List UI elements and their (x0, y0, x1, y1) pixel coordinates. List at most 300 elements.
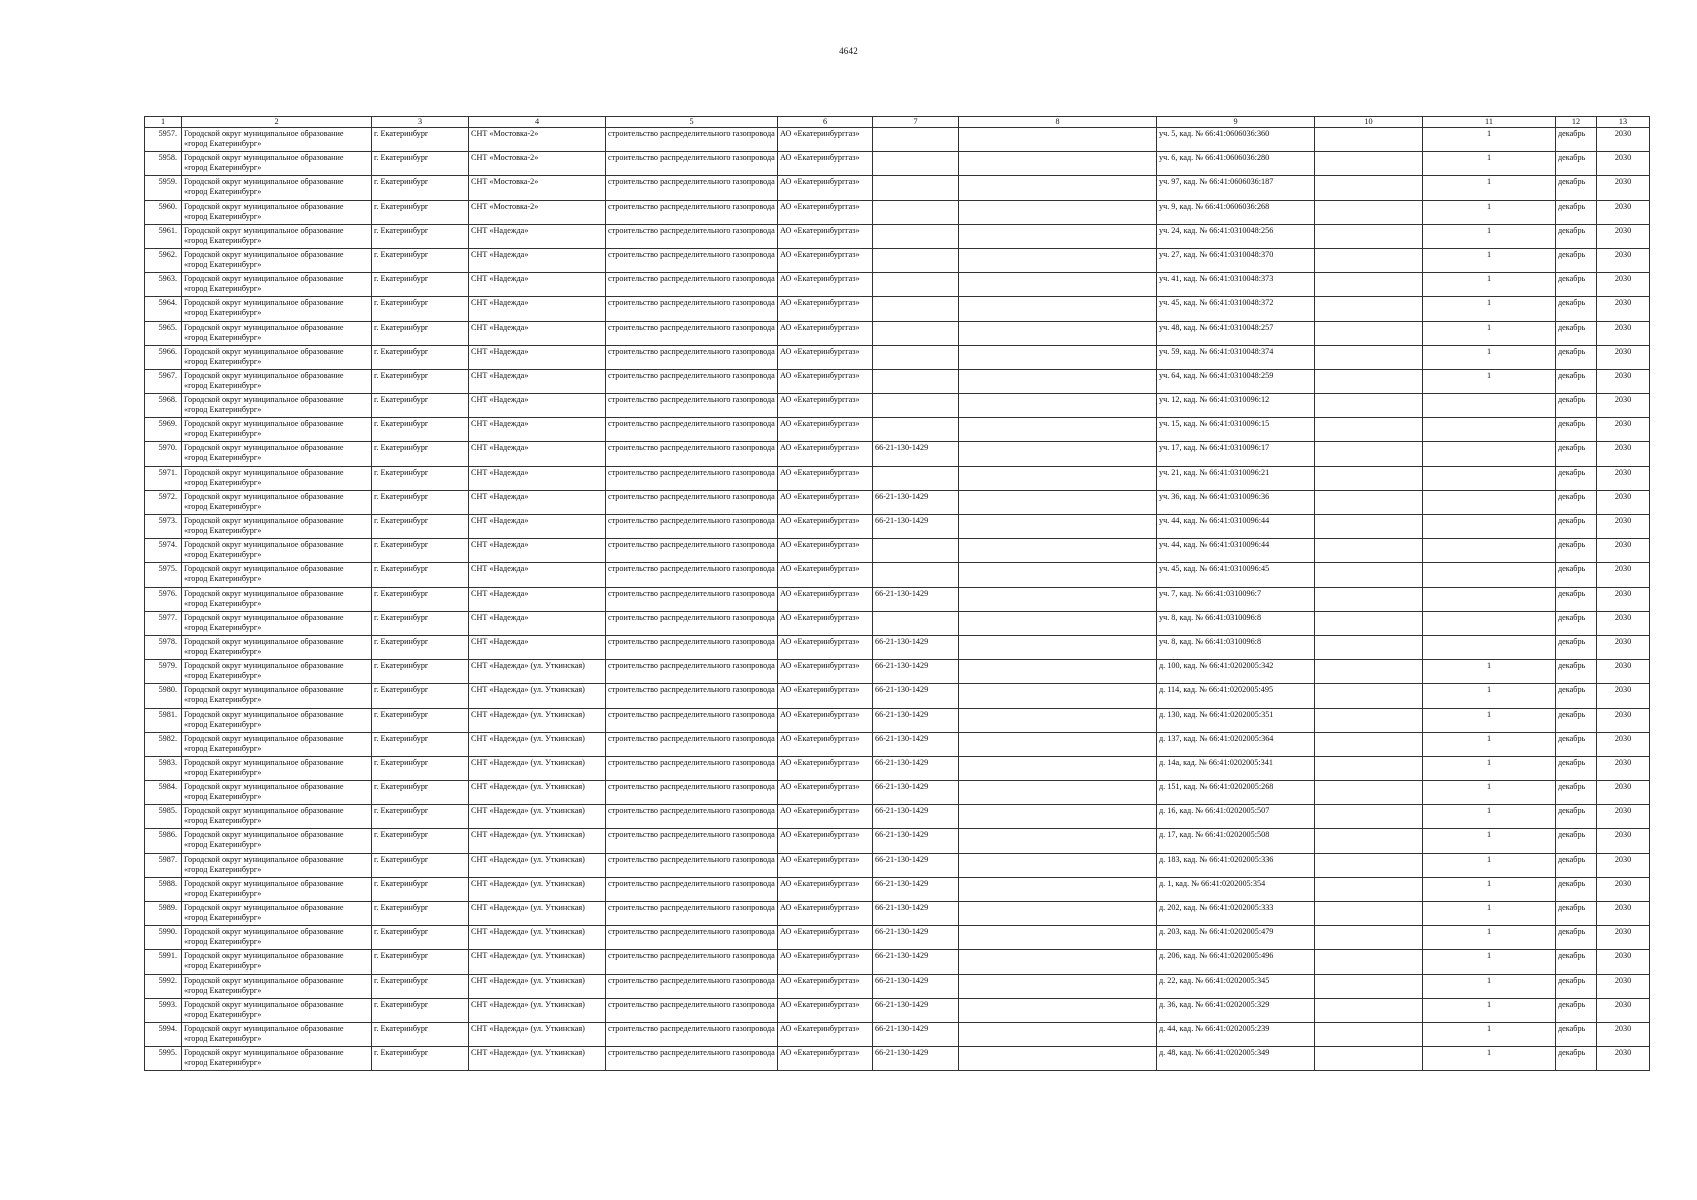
column-7-cell: 66-21-130-1429 (873, 829, 959, 853)
work-type-cell: строительство распределительного газопровода (606, 635, 778, 659)
column-7-cell: 66-21-130-1429 (873, 442, 959, 466)
column-header: 9 (1157, 117, 1315, 128)
work-type-cell: строительство распределительного газопровода (606, 756, 778, 780)
column-7-cell: 66-21-130-1429 (873, 877, 959, 901)
row-number: 5984. (145, 781, 182, 805)
work-type-cell: строительство распределительного газопровода (606, 394, 778, 418)
work-type-cell: строительство распределительного газопровода (606, 248, 778, 272)
column-header: 3 (372, 117, 469, 128)
work-type-cell: строительство распределительного газопровода (606, 1022, 778, 1046)
quantity-cell (1423, 563, 1556, 587)
table-row (145, 587, 1650, 611)
year-cell: 2030 (1597, 950, 1650, 974)
row-number: 5962. (145, 248, 182, 272)
column-7-cell: 66-21-130-1429 (873, 950, 959, 974)
city-cell: г. Екатеринбург (372, 273, 469, 297)
work-type-cell: строительство распределительного газопровода (606, 321, 778, 345)
table-row (145, 611, 1650, 635)
quantity-cell: 1 (1423, 974, 1556, 998)
table-row (145, 877, 1650, 901)
column-8-cell (959, 273, 1157, 297)
work-type-cell: строительство распределительного газопровода (606, 369, 778, 393)
quantity-cell: 1 (1423, 998, 1556, 1022)
column-10-cell (1315, 466, 1423, 490)
municipality-cell: Городской округ муниципальное образование «город Екатеринбург» (182, 877, 372, 901)
column-8-cell (959, 1047, 1157, 1071)
column-8-cell (959, 1022, 1157, 1046)
organization-cell: АО «Екатеринбурггаз» (778, 563, 873, 587)
year-cell: 2030 (1597, 635, 1650, 659)
row-number: 5958. (145, 152, 182, 176)
column-header: 1 (145, 117, 182, 128)
column-8-cell (959, 805, 1157, 829)
quantity-cell: 1 (1423, 708, 1556, 732)
column-10-cell (1315, 660, 1423, 684)
row-number: 5983. (145, 756, 182, 780)
table-row (145, 442, 1650, 466)
city-cell: г. Екатеринбург (372, 902, 469, 926)
row-number: 5981. (145, 708, 182, 732)
cadastral-object-cell: уч. 15, кад. № 66:41:0310096:15 (1157, 418, 1315, 442)
municipality-cell: Городской округ муниципальное образование «город Екатеринбург» (182, 660, 372, 684)
settlement-cell: СНТ «Надежда» (ул. Уткинская) (469, 853, 606, 877)
municipality-cell: Городской округ муниципальное образование «город Екатеринбург» (182, 563, 372, 587)
municipality-cell: Городской округ муниципальное образование «город Екатеринбург» (182, 732, 372, 756)
page-number: 4642 (839, 46, 858, 56)
year-cell: 2030 (1597, 853, 1650, 877)
year-cell: 2030 (1597, 756, 1650, 780)
organization-cell: АО «Екатеринбурггаз» (778, 1022, 873, 1046)
column-7-cell: 66-21-130-1429 (873, 708, 959, 732)
month-cell: декабрь (1556, 515, 1597, 539)
month-cell: декабрь (1556, 321, 1597, 345)
month-cell: декабрь (1556, 805, 1597, 829)
cadastral-object-cell: уч. 17, кад. № 66:41:0310096:17 (1157, 442, 1315, 466)
table-row (145, 128, 1650, 152)
column-10-cell (1315, 756, 1423, 780)
cadastral-object-cell: уч. 44, кад. № 66:41:0310096:44 (1157, 539, 1315, 563)
municipality-cell: Городской округ муниципальное образование «город Екатеринбург» (182, 128, 372, 152)
row-number: 5960. (145, 200, 182, 224)
work-type-cell: строительство распределительного газопровода (606, 587, 778, 611)
row-number: 5978. (145, 635, 182, 659)
row-number: 5964. (145, 297, 182, 321)
column-header: 7 (873, 117, 959, 128)
column-10-cell (1315, 902, 1423, 926)
work-type-cell: строительство распределительного газопровода (606, 660, 778, 684)
table-row (145, 273, 1650, 297)
column-8-cell (959, 660, 1157, 684)
organization-cell: АО «Екатеринбурггаз» (778, 297, 873, 321)
quantity-cell (1423, 490, 1556, 514)
organization-cell: АО «Екатеринбурггаз» (778, 829, 873, 853)
column-7-cell (873, 611, 959, 635)
city-cell: г. Екатеринбург (372, 466, 469, 490)
cadastral-object-cell: д. 1, кад. № 66:41:0202005:354 (1157, 877, 1315, 901)
quantity-cell (1423, 394, 1556, 418)
settlement-cell: СНТ «Мостовка-2» (469, 200, 606, 224)
quantity-cell: 1 (1423, 732, 1556, 756)
quantity-cell: 1 (1423, 152, 1556, 176)
city-cell: г. Екатеринбург (372, 877, 469, 901)
table-row (145, 418, 1650, 442)
city-cell: г. Екатеринбург (372, 224, 469, 248)
column-7-cell: 66-21-130-1429 (873, 660, 959, 684)
organization-cell: АО «Екатеринбурггаз» (778, 708, 873, 732)
work-type-cell: строительство распределительного газопровода (606, 297, 778, 321)
column-10-cell (1315, 273, 1423, 297)
quantity-cell: 1 (1423, 829, 1556, 853)
city-cell: г. Екатеринбург (372, 587, 469, 611)
year-cell: 2030 (1597, 176, 1650, 200)
column-8-cell (959, 248, 1157, 272)
row-number: 5968. (145, 394, 182, 418)
organization-cell: АО «Екатеринбурггаз» (778, 805, 873, 829)
column-7-cell (873, 466, 959, 490)
column-7-cell: 66-21-130-1429 (873, 926, 959, 950)
month-cell: декабрь (1556, 418, 1597, 442)
cadastral-object-cell: д. 100, кад. № 66:41:0202005:342 (1157, 660, 1315, 684)
cadastral-object-cell: уч. 59, кад. № 66:41:0310048:374 (1157, 345, 1315, 369)
municipality-cell: Городской округ муниципальное образование «город Екатеринбург» (182, 635, 372, 659)
row-number: 5994. (145, 1022, 182, 1046)
cadastral-object-cell: уч. 21, кад. № 66:41:0310096:21 (1157, 466, 1315, 490)
organization-cell: АО «Екатеринбурггаз» (778, 660, 873, 684)
year-cell: 2030 (1597, 369, 1650, 393)
column-8-cell (959, 128, 1157, 152)
year-cell: 2030 (1597, 224, 1650, 248)
city-cell: г. Екатеринбург (372, 926, 469, 950)
column-header: 2 (182, 117, 372, 128)
city-cell: г. Екатеринбург (372, 539, 469, 563)
municipality-cell: Городской округ муниципальное образование «город Екатеринбург» (182, 611, 372, 635)
year-cell: 2030 (1597, 466, 1650, 490)
organization-cell: АО «Екатеринбурггаз» (778, 587, 873, 611)
organization-cell: АО «Екатеринбурггаз» (778, 611, 873, 635)
work-type-cell: строительство распределительного газопровода (606, 515, 778, 539)
organization-cell: АО «Екатеринбурггаз» (778, 394, 873, 418)
cadastral-object-cell: уч. 5, кад. № 66:41:0606036:360 (1157, 128, 1315, 152)
column-10-cell (1315, 369, 1423, 393)
municipality-cell: Городской округ муниципальное образование «город Екатеринбург» (182, 902, 372, 926)
work-type-cell: строительство распределительного газопровода (606, 902, 778, 926)
year-cell: 2030 (1597, 805, 1650, 829)
table-row (145, 297, 1650, 321)
column-8-cell (959, 684, 1157, 708)
row-number: 5989. (145, 902, 182, 926)
column-8-cell (959, 635, 1157, 659)
column-8-cell (959, 345, 1157, 369)
month-cell: декабрь (1556, 176, 1597, 200)
column-8-cell (959, 611, 1157, 635)
column-7-cell (873, 200, 959, 224)
year-cell: 2030 (1597, 563, 1650, 587)
column-8-cell (959, 563, 1157, 587)
quantity-cell: 1 (1423, 926, 1556, 950)
settlement-cell: СНТ «Надежда» (469, 515, 606, 539)
organization-cell: АО «Екатеринбурггаз» (778, 539, 873, 563)
table-row (145, 224, 1650, 248)
column-7-cell: 66-21-130-1429 (873, 1022, 959, 1046)
row-number: 5988. (145, 877, 182, 901)
row-number: 5966. (145, 345, 182, 369)
column-8-cell (959, 442, 1157, 466)
column-10-cell (1315, 176, 1423, 200)
settlement-cell: СНТ «Надежда» (ул. Уткинская) (469, 877, 606, 901)
work-type-cell: строительство распределительного газопровода (606, 128, 778, 152)
table-row (145, 200, 1650, 224)
row-number: 5976. (145, 587, 182, 611)
month-cell: декабрь (1556, 635, 1597, 659)
city-cell: г. Екатеринбург (372, 394, 469, 418)
cadastral-object-cell: д. 14а, кад. № 66:41:0202005:341 (1157, 756, 1315, 780)
column-7-cell (873, 176, 959, 200)
settlement-cell: СНТ «Надежда» (ул. Уткинская) (469, 756, 606, 780)
column-10-cell (1315, 345, 1423, 369)
municipality-cell: Городской округ муниципальное образование «город Екатеринбург» (182, 200, 372, 224)
settlement-cell: СНТ «Надежда» (ул. Уткинская) (469, 950, 606, 974)
column-8-cell (959, 998, 1157, 1022)
row-number: 5980. (145, 684, 182, 708)
city-cell: г. Екатеринбург (372, 152, 469, 176)
month-cell: декабрь (1556, 1022, 1597, 1046)
column-7-cell (873, 248, 959, 272)
organization-cell: АО «Екатеринбурггаз» (778, 877, 873, 901)
work-type-cell: строительство распределительного газопровода (606, 974, 778, 998)
cadastral-object-cell: уч. 36, кад. № 66:41:0310096:36 (1157, 490, 1315, 514)
city-cell: г. Екатеринбург (372, 829, 469, 853)
month-cell: декабрь (1556, 394, 1597, 418)
row-number: 5990. (145, 926, 182, 950)
quantity-cell (1423, 418, 1556, 442)
organization-cell: АО «Екатеринбурггаз» (778, 515, 873, 539)
settlement-cell: СНТ «Надежда» (469, 345, 606, 369)
organization-cell: АО «Екатеринбурггаз» (778, 998, 873, 1022)
city-cell: г. Екатеринбург (372, 321, 469, 345)
row-number: 5995. (145, 1047, 182, 1071)
row-number: 5986. (145, 829, 182, 853)
quantity-cell: 1 (1423, 297, 1556, 321)
column-10-cell (1315, 248, 1423, 272)
year-cell: 2030 (1597, 442, 1650, 466)
city-cell: г. Екатеринбург (372, 345, 469, 369)
cadastral-object-cell: д. 36, кад. № 66:41:0202005:329 (1157, 998, 1315, 1022)
work-type-cell: строительство распределительного газопровода (606, 877, 778, 901)
column-8-cell (959, 321, 1157, 345)
settlement-cell: СНТ «Надежда» (ул. Уткинская) (469, 1022, 606, 1046)
column-10-cell (1315, 442, 1423, 466)
column-7-cell (873, 369, 959, 393)
column-10-cell (1315, 418, 1423, 442)
work-type-cell: строительство распределительного газопровода (606, 200, 778, 224)
year-cell: 2030 (1597, 877, 1650, 901)
row-number: 5993. (145, 998, 182, 1022)
settlement-cell: СНТ «Надежда» (469, 490, 606, 514)
organization-cell: АО «Екатеринбурггаз» (778, 926, 873, 950)
quantity-cell: 1 (1423, 684, 1556, 708)
month-cell: декабрь (1556, 297, 1597, 321)
month-cell: декабрь (1556, 756, 1597, 780)
settlement-cell: СНТ «Надежда» (ул. Уткинская) (469, 708, 606, 732)
settlement-cell: СНТ «Надежда» (ул. Уткинская) (469, 805, 606, 829)
municipality-cell: Городской округ муниципальное образование «город Екатеринбург» (182, 587, 372, 611)
cadastral-object-cell: уч. 97, кад. № 66:41:0606036:187 (1157, 176, 1315, 200)
work-type-cell: строительство распределительного газопровода (606, 781, 778, 805)
column-7-cell: 66-21-130-1429 (873, 805, 959, 829)
municipality-cell: Городской округ муниципальное образование «город Екатеринбург» (182, 853, 372, 877)
year-cell: 2030 (1597, 998, 1650, 1022)
quantity-cell: 1 (1423, 756, 1556, 780)
municipality-cell: Городской округ муниципальное образование «город Екатеринбург» (182, 950, 372, 974)
column-8-cell (959, 877, 1157, 901)
work-type-cell: строительство распределительного газопровода (606, 490, 778, 514)
column-7-cell (873, 418, 959, 442)
quantity-cell: 1 (1423, 877, 1556, 901)
row-number: 5963. (145, 273, 182, 297)
column-7-cell (873, 128, 959, 152)
column-7-cell: 66-21-130-1429 (873, 781, 959, 805)
settlement-cell: СНТ «Надежда» (ул. Уткинская) (469, 684, 606, 708)
column-7-cell (873, 563, 959, 587)
organization-cell: АО «Екатеринбурггаз» (778, 781, 873, 805)
column-8-cell (959, 829, 1157, 853)
organization-cell: АО «Екатеринбурггаз» (778, 684, 873, 708)
municipality-cell: Городской округ муниципальное образование «город Екатеринбург» (182, 684, 372, 708)
work-type-cell: строительство распределительного газопровода (606, 418, 778, 442)
month-cell: декабрь (1556, 684, 1597, 708)
month-cell: декабрь (1556, 853, 1597, 877)
month-cell: декабрь (1556, 248, 1597, 272)
year-cell: 2030 (1597, 1047, 1650, 1071)
work-type-cell: строительство распределительного газопровода (606, 466, 778, 490)
year-cell: 2030 (1597, 539, 1650, 563)
work-type-cell: строительство распределительного газопровода (606, 563, 778, 587)
table-row (145, 176, 1650, 200)
municipality-cell: Городской округ муниципальное образование «город Екатеринбург» (182, 1022, 372, 1046)
row-number: 5973. (145, 515, 182, 539)
column-8-cell (959, 950, 1157, 974)
organization-cell: АО «Екатеринбурггаз» (778, 635, 873, 659)
column-10-cell (1315, 853, 1423, 877)
cadastral-object-cell: д. 114, кад. № 66:41:0202005:495 (1157, 684, 1315, 708)
row-number: 5982. (145, 732, 182, 756)
city-cell: г. Екатеринбург (372, 660, 469, 684)
table-row (145, 708, 1650, 732)
cadastral-object-cell: уч. 27, кад. № 66:41:0310048:370 (1157, 248, 1315, 272)
column-7-cell: 66-21-130-1429 (873, 853, 959, 877)
cadastral-object-cell: д. 137, кад. № 66:41:0202005:364 (1157, 732, 1315, 756)
month-cell: декабрь (1556, 926, 1597, 950)
column-7-cell (873, 394, 959, 418)
column-8-cell (959, 176, 1157, 200)
settlement-cell: СНТ «Надежда» (ул. Уткинская) (469, 926, 606, 950)
municipality-cell: Городской округ муниципальное образование «город Екатеринбург» (182, 974, 372, 998)
work-type-cell: строительство распределительного газопровода (606, 950, 778, 974)
column-10-cell (1315, 732, 1423, 756)
city-cell: г. Екатеринбург (372, 442, 469, 466)
quantity-cell: 1 (1423, 248, 1556, 272)
cadastral-object-cell: д. 203, кад. № 66:41:0202005:479 (1157, 926, 1315, 950)
quantity-cell (1423, 587, 1556, 611)
city-cell: г. Екатеринбург (372, 200, 469, 224)
municipality-cell: Городской округ муниципальное образование «город Екатеринбург» (182, 805, 372, 829)
municipality-cell: Городской округ муниципальное образование «город Екатеринбург» (182, 418, 372, 442)
table-row (145, 321, 1650, 345)
column-8-cell (959, 394, 1157, 418)
column-8-cell (959, 200, 1157, 224)
table-row (145, 684, 1650, 708)
municipality-cell: Городской округ муниципальное образование «город Екатеринбург» (182, 248, 372, 272)
organization-cell: АО «Екатеринбурггаз» (778, 902, 873, 926)
municipality-cell: Городской округ муниципальное образование «город Екатеринбург» (182, 1047, 372, 1071)
column-7-cell: 66-21-130-1429 (873, 756, 959, 780)
municipality-cell: Городской округ муниципальное образование «город Екатеринбург» (182, 273, 372, 297)
municipality-cell: Городской округ муниципальное образование «город Екатеринбург» (182, 345, 372, 369)
city-cell: г. Екатеринбург (372, 128, 469, 152)
year-cell: 2030 (1597, 926, 1650, 950)
column-10-cell (1315, 974, 1423, 998)
cadastral-object-cell: д. 130, кад. № 66:41:0202005:351 (1157, 708, 1315, 732)
settlement-cell: СНТ «Надежда» (469, 394, 606, 418)
year-cell: 2030 (1597, 128, 1650, 152)
organization-cell: АО «Екатеринбурггаз» (778, 128, 873, 152)
year-cell: 2030 (1597, 273, 1650, 297)
column-8-cell (959, 732, 1157, 756)
column-8-cell (959, 587, 1157, 611)
month-cell: декабрь (1556, 200, 1597, 224)
organization-cell: АО «Екатеринбурггаз» (778, 974, 873, 998)
organization-cell: АО «Екатеринбурггаз» (778, 273, 873, 297)
cadastral-object-cell: д. 16, кад. № 66:41:0202005:507 (1157, 805, 1315, 829)
table-row (145, 781, 1650, 805)
cadastral-object-cell: д. 22, кад. № 66:41:0202005:345 (1157, 974, 1315, 998)
column-header: 4 (469, 117, 606, 128)
settlement-cell: СНТ «Надежда» (ул. Уткинская) (469, 998, 606, 1022)
cadastral-object-cell: уч. 45, кад. № 66:41:0310096:45 (1157, 563, 1315, 587)
city-cell: г. Екатеринбург (372, 732, 469, 756)
year-cell: 2030 (1597, 321, 1650, 345)
work-type-cell: строительство распределительного газопровода (606, 926, 778, 950)
quantity-cell: 1 (1423, 660, 1556, 684)
settlement-cell: СНТ «Мостовка-2» (469, 176, 606, 200)
year-cell: 2030 (1597, 515, 1650, 539)
column-7-cell: 66-21-130-1429 (873, 974, 959, 998)
municipality-cell: Городской округ муниципальное образование «город Екатеринбург» (182, 539, 372, 563)
column-10-cell (1315, 515, 1423, 539)
municipality-cell: Городской округ муниципальное образование «город Екатеринбург» (182, 708, 372, 732)
month-cell: декабрь (1556, 611, 1597, 635)
municipality-cell: Городской округ муниципальное образование «город Екатеринбург» (182, 297, 372, 321)
column-8-cell (959, 756, 1157, 780)
column-8-cell (959, 297, 1157, 321)
column-8-cell (959, 974, 1157, 998)
row-number: 5985. (145, 805, 182, 829)
work-type-cell: строительство распределительного газопровода (606, 176, 778, 200)
work-type-cell: строительство распределительного газопровода (606, 684, 778, 708)
quantity-cell: 1 (1423, 321, 1556, 345)
year-cell: 2030 (1597, 732, 1650, 756)
municipality-cell: Городской округ муниципальное образование «город Екатеринбург» (182, 321, 372, 345)
work-type-cell: строительство распределительного газопровода (606, 224, 778, 248)
month-cell: декабрь (1556, 466, 1597, 490)
settlement-cell: СНТ «Надежда» (469, 611, 606, 635)
cadastral-object-cell: д. 151, кад. № 66:41:0202005:268 (1157, 781, 1315, 805)
column-header: 6 (778, 117, 873, 128)
settlement-cell: СНТ «Надежда» (ул. Уткинская) (469, 660, 606, 684)
settlement-cell: СНТ «Надежда» (469, 321, 606, 345)
quantity-cell: 1 (1423, 1022, 1556, 1046)
settlement-cell: СНТ «Надежда» (469, 369, 606, 393)
